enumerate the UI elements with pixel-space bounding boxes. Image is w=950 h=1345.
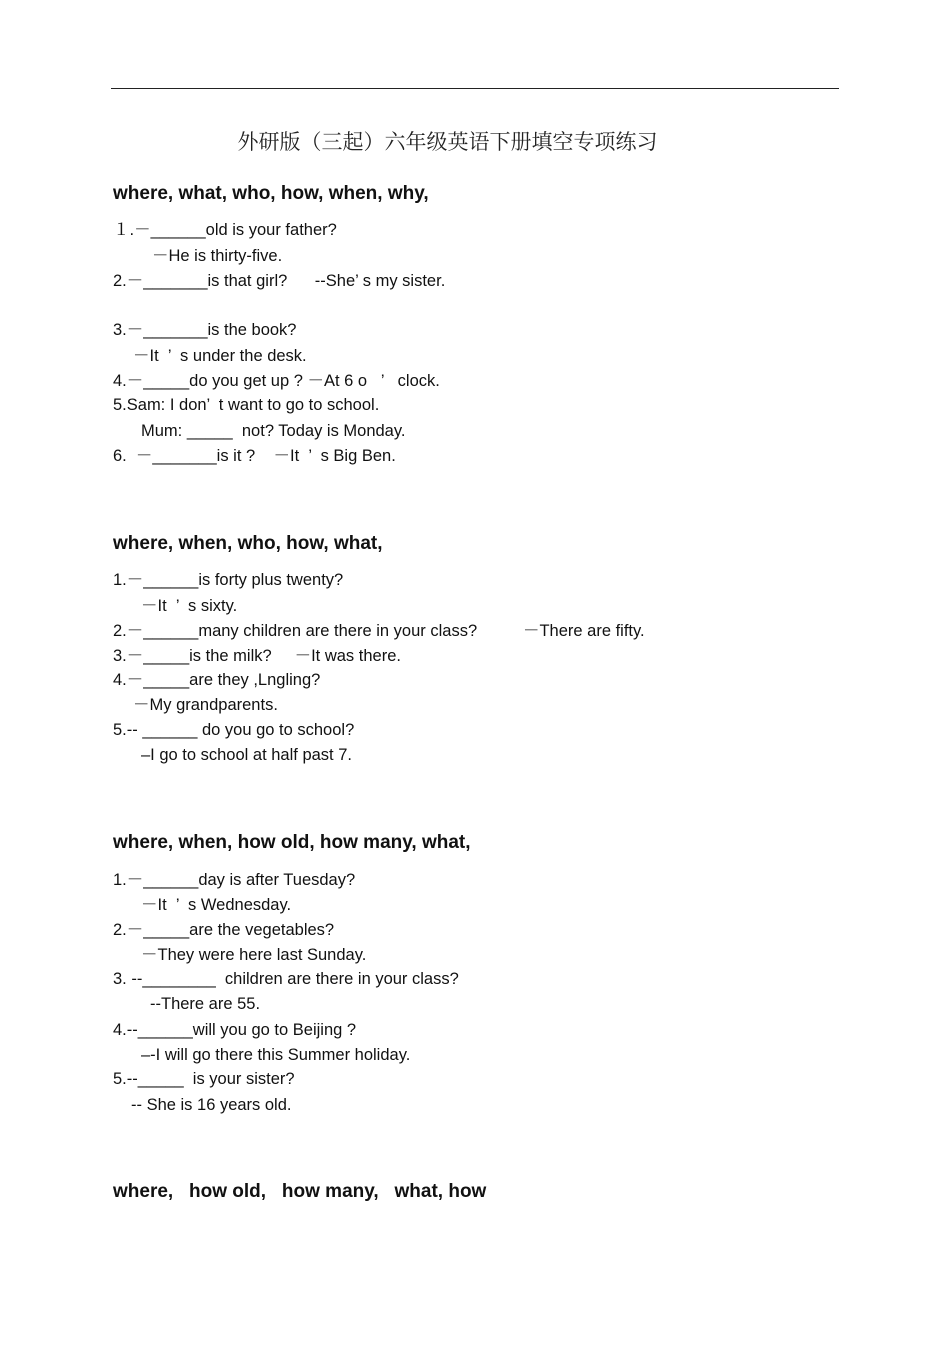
- page-title: 外研版（三起）六年级英语下册填空专项练习: [237, 130, 658, 154]
- section-heading: where, when, who, how, what,: [113, 533, 383, 554]
- answer-line: –I go to school at half past 7.: [141, 746, 352, 764]
- question-line: １.－______old is your father?: [113, 221, 337, 239]
- question-line: 2.－_____are the vegetables?: [113, 921, 335, 939]
- answer-line: –-I will go there this Summer holiday.: [141, 1046, 411, 1064]
- section-heading: where, what, who, how, when, why,: [113, 183, 429, 204]
- answer-line: －It ’ s under the desk.: [133, 347, 307, 365]
- answer-line: －It ’ s sixty.: [141, 597, 238, 615]
- question-line: 1.－______is forty plus twenty?: [113, 571, 344, 589]
- question-line: 4.--______will you go to Beijing ?: [113, 1021, 357, 1039]
- question-line: 6. －_______is it ? －It ’ s Big Ben.: [113, 447, 396, 465]
- question-line: 5.Sam: I don’ t want to go to school.: [113, 396, 380, 414]
- question-line: 3.－_____is the milk? －It was there.: [113, 647, 401, 665]
- question-line: 5.--_____ is your sister?: [113, 1070, 295, 1088]
- question-line: 5.-- ______ do you go to school?: [113, 721, 355, 739]
- answer-line: -- She is 16 years old.: [131, 1096, 292, 1114]
- question-line: 3.－_______is the book?: [113, 321, 297, 339]
- answer-line: －It ’ s Wednesday.: [141, 896, 292, 914]
- question-line: 4.－_____are they ,Lngling?: [113, 671, 321, 689]
- answer-line: －He is thirty-five.: [152, 247, 283, 265]
- question-line: 2.－_______is that girl? --She’ s my sister.: [113, 272, 446, 290]
- answer-line: Mum: _____ not? Today is Monday.: [141, 422, 406, 440]
- top-rule: [111, 88, 839, 89]
- section-heading: where, when, how old, how many, what,: [113, 832, 471, 853]
- answer-line: －My grandparents.: [133, 696, 278, 714]
- question-line: 4.－_____do you get up ? －At 6 o ’ clock.: [113, 372, 440, 390]
- question-line: 2.－______many children are there in your class? －There are fifty.: [113, 622, 645, 640]
- answer-line: －They were here last Sunday.: [141, 946, 367, 964]
- question-line: 3. --________ children are there in your class?: [113, 970, 459, 988]
- section-heading: where, how old, how many, what, how: [113, 1181, 487, 1202]
- question-line: 1.－______day is after Tuesday?: [113, 871, 356, 889]
- answer-line: --There are 55.: [150, 995, 261, 1013]
